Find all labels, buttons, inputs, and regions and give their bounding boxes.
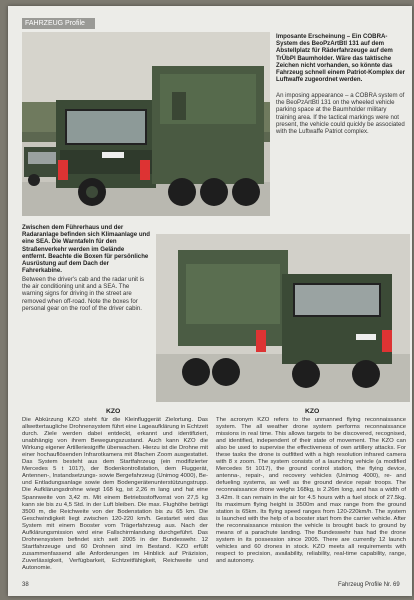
caption-top-english: An imposing appearance – a COBRA system of the BeoPzArtBtl 131 on the wheeled vehicle parking space at the Baumholder military training area. If the tactical markings were not present, the vehicle could quickly be associated with the Luftwaffe Patriot complex. bbox=[276, 92, 405, 136]
article-title-german: KZO bbox=[106, 408, 121, 415]
article-body-english: The acronym KZO refers to the unmanned flying reconnaissance system. The all weather drone system performs reconnaissance missions in real time. This allows targets to be discovered, recognised, and identified, independent of their state of movement. The KZO can also be used to supervise the effectiveness of own artillery attacks. For these tasks the drone is outfitted with a high resolution infrared camera with 8 x zoom. The system consists of a launching vehicle (a modified Mercedes 5t 1017), the ground control station, the flying device, antenna-, repair-, and recovery vehicles (Unimog 4000), re- and defueling systems, as well as the ground device repair troops. The reconnaissance drone weighs 168kg, is 2.26m long, and has a width of 3.42m. It can remain in the air for 4.5 hours with a fuel stock of 27.5kg. Its maximum flying height is 3500m and max range from the ground station is 65km. Its flying speed ranges from 120-220km/h. The system is launched with the help of a booster start from the carrier vehicle. After the reconnaissance mission the vehicle is brought back to ground by means of a parachute landing. The Bundeswehr has had the drone system in its possession since 2005. There are currently 12 launch vehicles and 60 drones in stock. KZO meets all requirements with respect to precision, availability, reliability, real-time capability, range, and autonomy. bbox=[216, 417, 406, 564]
section-header: FAHRZEUG Profile bbox=[22, 18, 95, 29]
photo-cobra-truck-side bbox=[156, 234, 410, 402]
caption-top-german: Imposante Erscheinung – Ein COBRA-System des BeoPzArtBtl 131 auf dem Abstellplatz für Räderfahrzeuge auf dem TrÜbPl Baumholder. Wäre das taktische Zeichen nicht vorhanden, so könnte das Fahrzeug schnell einem Patriot-Komplex der Luftwaffe zugeordnet werden. bbox=[276, 33, 406, 84]
article-body-german: Die Abkürzung KZO steht für die Kleinfluggerät Zielortung. Das allwettertaugliche Drohnensystem führt eine Lageaufklärung in Echtzeit durch. Ziele werden dabei entdeckt, erkannt und identifiziert, unabhängig von ihrem Bewegungszustand. Auch kann KZO die Wirkung eigener Artilleriesigriffe überwachen. Hierzu ist die Drohne mit einer hochauflösenden Infrarotkamera mit 8fachen Zoom ausgestattet. Das System besteht aus dem Startfahrzeug (ein modifizierter Mercedes 5 t 1017), der Bodenkontrollstation, dem Fluggerät, Antennen-, Instandsetzungs- sowie Bergefahrzeug (Unimog 4000), Be- und Entladungsanlage sowie dem Bodengerätenunterstützungstrupp. Die Aufklärungsdrohne wiegt 168 kg, ist 2,26 m lang und hat eine Spannweite von 3,42 m. Mit einem Betriebsstoffvorrat von 27,5 kg kann sie bis zu 4,5 Std. in der Luft bleiben. Die max. Flughöhe beträgt 3500 m, die Reichweite von der Bodenstation bis zu 65 km. Die Geschwindigkeit liegt zwischen 120-220 km/h. Gestartet wird das System mit einem Booster vom Trägerfahrzeug aus. Nach der Aufklärungsmission wird eine Fallschirmlandung durchgeführt. Das Drohnensystem befindet sich seit 2005 in der Bundeswehr. 12 Startfahrzeuge und 60 Drohnen sind im Bestand. KZO erfüllt zusammenfassend alle Anforderungen im Hinblick auf Präzision, Zuverlässigkeit, Verfügbarkeit, Echtzeitfähigkeit, Reichweite und Autonomie. bbox=[22, 417, 208, 571]
caption-middle-german: Zwischen dem Führerhaus und der Radaranlage befinden sich Klimaanlage und eine SEA. Die Warntafeln für den Straßenverkehr werden im Gelände entfernt. Beachte die Boxen für persönliche Ausrüstung auf dem Dach der Fahrerkabine. bbox=[22, 224, 150, 275]
photo-cobra-truck-front bbox=[22, 32, 270, 216]
caption-middle-english: Between the driver's cab and the radar unit is the air conditioning unit and a SEA. The warning signs for driving in the street are removed when off-road. Note the boxes for personal gear on the roof of the driver cabin. bbox=[22, 276, 145, 312]
page-number: 38 bbox=[22, 582, 29, 588]
article-title-english: KZO bbox=[305, 408, 320, 415]
magazine-issue: Fahrzeug Profile Nr. 69 bbox=[338, 582, 400, 588]
magazine-page bbox=[8, 6, 412, 596]
